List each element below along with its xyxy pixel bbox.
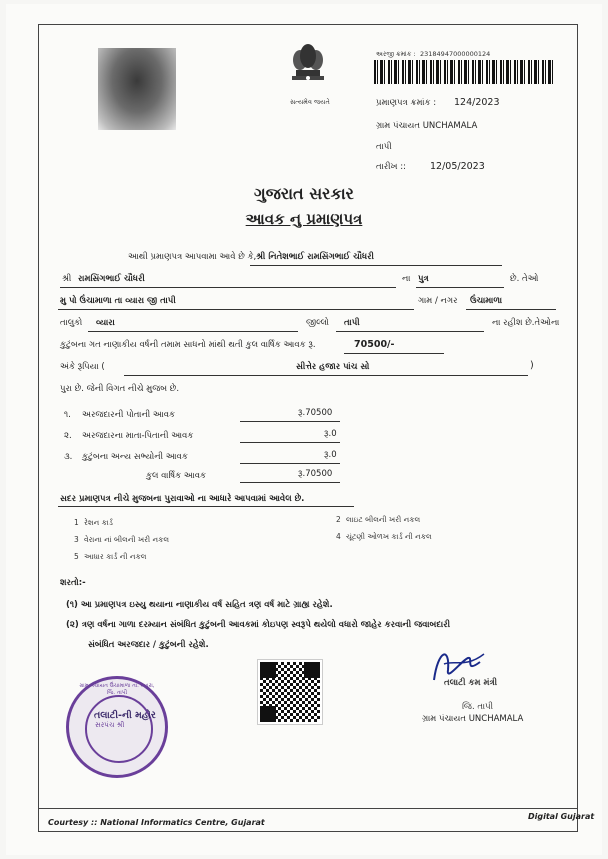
evidence-item-num: 4 [336, 532, 341, 541]
certificate-title: આવક નુ પ્રમાણપત્ર [245, 210, 363, 228]
father-name-line [60, 287, 396, 288]
income-row-line [240, 463, 340, 464]
income-row-line [240, 421, 340, 422]
resident-text: ના રહીશ છે.તેઓના [492, 318, 560, 328]
village-label: ગામ / નગર [418, 296, 458, 306]
evidence-item-num: 5 [74, 552, 79, 561]
details-text: પુરા છે. જેની વિગત નીચે મુજબ છે. [60, 384, 180, 394]
address-line [58, 309, 414, 310]
income-row-num: ૧. [64, 410, 71, 420]
issuing-panchayat: ગ્રામ પંચાયત UNCHAMALA [376, 121, 478, 131]
words-line [124, 375, 528, 376]
header-district: તાપી [376, 142, 392, 152]
income-row-value: રૂ.0 [324, 450, 337, 460]
verification-qr-code [258, 660, 322, 724]
words-close: ) [530, 360, 534, 371]
income-text: કુટુંબના ગત નાણાકીય વર્ષની તમામ સાધનો માંથી થતી કુલ વાર્ષિક આવક રૂ. [60, 340, 316, 350]
application-serial-number: 23184947000000124 [420, 50, 491, 58]
words-label: અંકે રૂપિયા ( [60, 362, 105, 372]
income-row-label: અરજદારના માતા-પિતાની આવક [82, 431, 194, 441]
income-row-value: રૂ.0 [324, 429, 337, 439]
evidence-item: આધાર કાર્ડ ની નકલ [84, 552, 147, 561]
condition-item: સંબંધિત અરજદાર / કુટુંબની રહેશે. [88, 640, 209, 650]
evidence-heading: સદર પ્રમાણપત્ર નીચે મુજબના પુરાવાઓ ના આધારે આપવામાં આવેલ છે. [60, 494, 305, 504]
applicant-name-line [250, 265, 502, 266]
income-total-value: રૂ.70500 [298, 469, 333, 479]
income-row-num: ૨. [64, 431, 72, 441]
applicant-photo [98, 48, 176, 130]
footer-divider [38, 808, 578, 809]
intro-text: આથી પ્રમાણપત્ર આપવામા આવે છે કે, [128, 252, 257, 262]
emblem-caption: સત્યમેવ જયતે [290, 98, 330, 106]
footer-courtesy: Courtesy :: National Informatics Centre, Gujarat [48, 818, 265, 827]
seal-center-text: સરપંચ શ્રી [95, 721, 125, 729]
certificate-number: 124/2023 [454, 97, 500, 108]
date-label: તારીખ :: [376, 162, 406, 172]
na-label: ના [402, 274, 411, 284]
father-name: રામસિંગભાઈ ચૌધરી [78, 274, 145, 284]
income-row-line [240, 442, 340, 443]
taluka-label: તાલુકો [60, 318, 83, 328]
applicant-name: શ્રી નિતેશભાઈ રામસિંગભાઈ ચૌધરી [256, 252, 374, 262]
district-label: જીલ્લો [306, 318, 330, 328]
evidence-item-num: 3 [74, 535, 79, 544]
income-in-words: સીત્તેર હજાર પાંચ સો [296, 362, 370, 372]
taluka: વ્યારા [96, 318, 115, 328]
government-title: ગુજરાત સરકાર [254, 184, 354, 203]
district: તાપી [344, 318, 360, 328]
che-text: છે. તેઓ [510, 274, 539, 284]
signatory-district: જિ. તાપી [462, 702, 494, 712]
evidence-heading-underline [58, 506, 354, 507]
evidence-item: લાઇટ બીલની ખરી નકલ [346, 515, 421, 524]
issue-date: 12/05/2023 [430, 161, 485, 172]
panchayat-seal [66, 676, 168, 778]
conditions-heading: શરતો:- [60, 578, 86, 588]
income-row-label: અરજદારની પોતાની આવક [82, 410, 176, 420]
application-serial-label: અરજી ક્રમાંક : [376, 50, 416, 58]
signatory-designation: તલાટી કમ મંત્રી [444, 678, 498, 688]
relation: પુત્ર [418, 274, 429, 284]
income-row-num: ૩. [64, 452, 73, 462]
seal-ring-text: ગ્રામ પંચાયત ઉંચામાળા તા. વ્યારા, જિ. તાપી [79, 683, 155, 696]
address: મુ પો ઉંચામાળા તા વ્યારા જી તાપી [60, 296, 176, 306]
income-row-label: કુટુંબના અન્ય સભ્યોની આવક [82, 452, 188, 462]
evidence-item: ચૂંટણી ઓળખ કાર્ડ ની નકલ [346, 532, 432, 541]
income-line [344, 353, 444, 354]
footer-brand: Digital Gujarat [528, 812, 595, 821]
certificate-number-label: પ્રમાણપત્ર ક્રમાંક : [376, 98, 437, 108]
barcode [374, 60, 556, 84]
national-emblem-icon [282, 40, 334, 98]
income-total-line [240, 482, 340, 483]
annual-income: 70500/- [354, 339, 395, 350]
father-prefix: શ્રી [62, 274, 72, 284]
village-line [466, 309, 556, 310]
income-row-value: રૂ.70500 [298, 408, 333, 418]
stamp-overlay-text: તલાટી-ની મહોર [94, 710, 156, 721]
evidence-item-num: 1 [74, 518, 79, 527]
condition-item: (૧) આ પ્રમાણપત્ર ઇસ્યુ થયાના નાણાકીય વર્ષ સહિત ત્રણ વર્ષ માટે ગ્રાહ્ય રહેશે. [66, 600, 333, 610]
village: ઉંચામાળા [470, 296, 503, 306]
income-total-label: કુલ વાર્ષિક આવક [146, 471, 206, 481]
district-line [336, 331, 484, 332]
evidence-item: રેશન કાર્ડ [84, 518, 113, 527]
taluka-line [88, 331, 298, 332]
condition-item: (૨) ત્રણ વર્ષના ગાળા દરમ્યાન સંબંધિત કુટુંબની આવકમાં કોઇપણ સ્વરૂપે થયેલો વધારો જાહેર કરવાની જવાબદારી [66, 620, 451, 630]
relation-line [416, 287, 504, 288]
signatory-office: ગ્રામ પંચાયત UNCHAMALA [422, 714, 524, 724]
evidence-item-num: 2 [336, 515, 341, 524]
evidence-item: વેરાના નાં બીલની ખરી નકલ [84, 535, 170, 544]
